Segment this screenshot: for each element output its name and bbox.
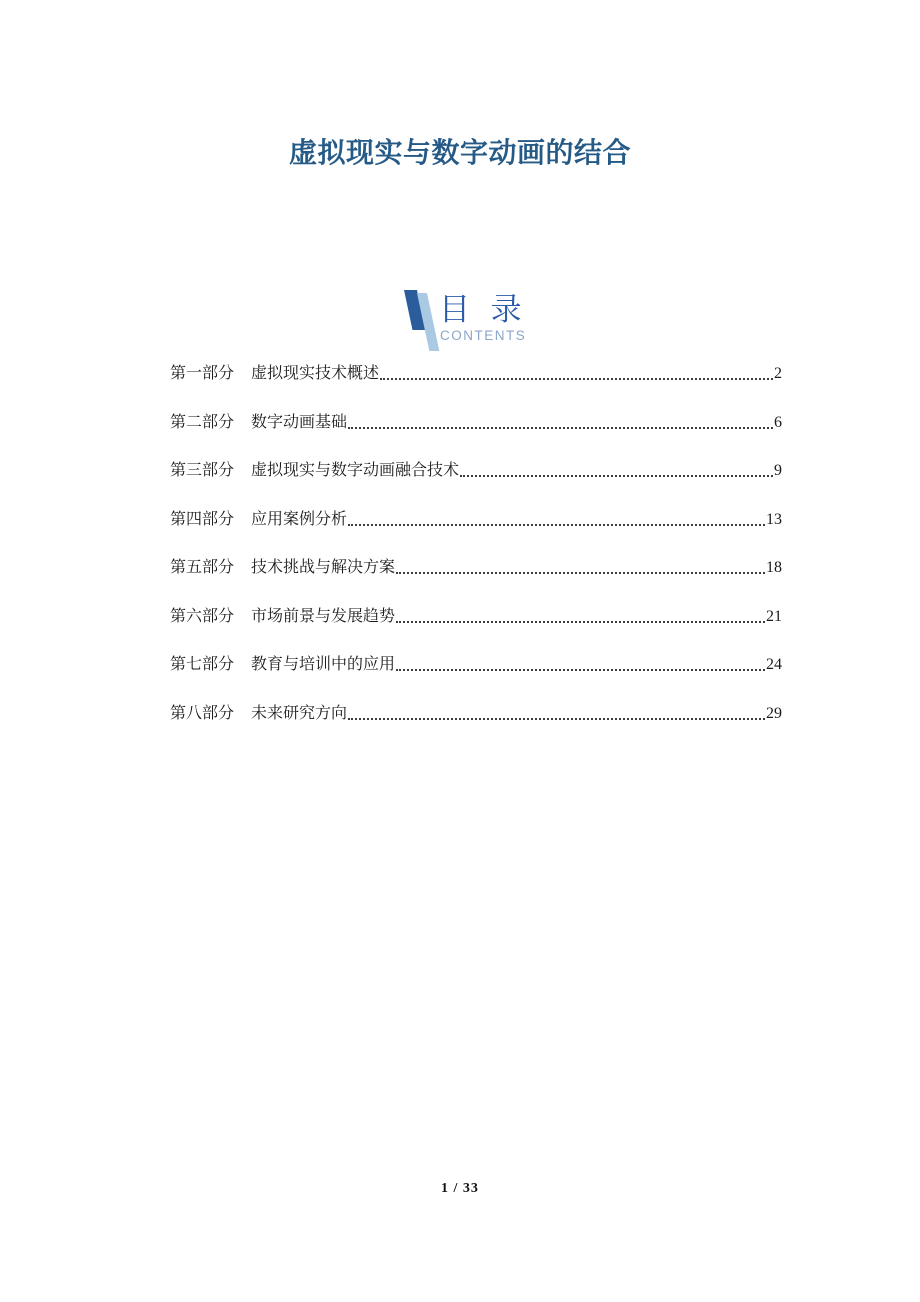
toc-entry: [170, 704, 782, 724]
toc-list: [170, 364, 782, 752]
toc-entry-part-label: 第一部分: [170, 365, 235, 382]
toc-entry: [170, 461, 782, 481]
document-title: 虚拟现实与数字动画的结合: [288, 136, 631, 168]
toc-dot-leader: [348, 524, 765, 526]
page-number-indicator: 1 / 33: [441, 1181, 479, 1196]
toc-entry: [170, 655, 782, 675]
toc-entry-title: 虚拟现实与数字动画融合技术: [251, 462, 460, 479]
toc-entry-title: 教育与培训中的应用: [251, 656, 396, 673]
toc-entry-part-label: 第七部分: [170, 656, 235, 673]
toc-dot-leader: [396, 621, 765, 623]
toc-entry-page-number: 13: [766, 510, 782, 528]
toc-heading: 目 录: [439, 292, 528, 327]
toc-entry-part-label: 第五部分: [170, 559, 235, 576]
toc-entry-title: 未来研究方向: [251, 704, 348, 722]
toc-entry-title: 应用案例分析: [251, 510, 348, 528]
toc-entry: [170, 510, 782, 530]
toc-entry-part-label: 第三部分: [170, 462, 235, 479]
toc-entry-title: 虚拟现实技术概述: [251, 365, 380, 382]
toc-entry: [170, 558, 782, 578]
toc-dot-leader: [396, 669, 765, 671]
toc-entry-part-label: 第六部分: [170, 607, 235, 625]
toc-dot-leader: [396, 572, 765, 574]
toc-entry-page-number: 9: [774, 462, 782, 479]
toc-entry-part-label: 第二部分: [170, 413, 235, 431]
toc-dot-leader: [380, 378, 773, 380]
toc-dot-leader: [348, 718, 765, 720]
toc-heading-subtitle: CONTENTS: [440, 328, 527, 343]
toc-entry-title: 技术挑战与解决方案: [251, 559, 396, 576]
toc-entry-part-label: 第四部分: [170, 510, 235, 528]
toc-entry-part-label: 第八部分: [170, 704, 235, 722]
toc-entry: [170, 413, 782, 433]
toc-entry-page-number: 18: [766, 559, 782, 576]
toc-entry-page-number: 6: [774, 413, 782, 431]
toc-entry-title: 数字动画基础: [251, 413, 348, 431]
toc-entry-page-number: 21: [766, 607, 782, 625]
toc-entry-page-number: 2: [774, 365, 782, 382]
toc-entry-page-number: 24: [766, 656, 782, 673]
toc-entry: [170, 607, 782, 627]
toc-entry: [170, 364, 782, 384]
toc-entry-title: 市场前景与发展趋势: [251, 607, 396, 625]
toc-dot-leader: [348, 427, 773, 429]
toc-entry-page-number: 29: [766, 704, 782, 722]
toc-dot-leader: [460, 475, 773, 477]
